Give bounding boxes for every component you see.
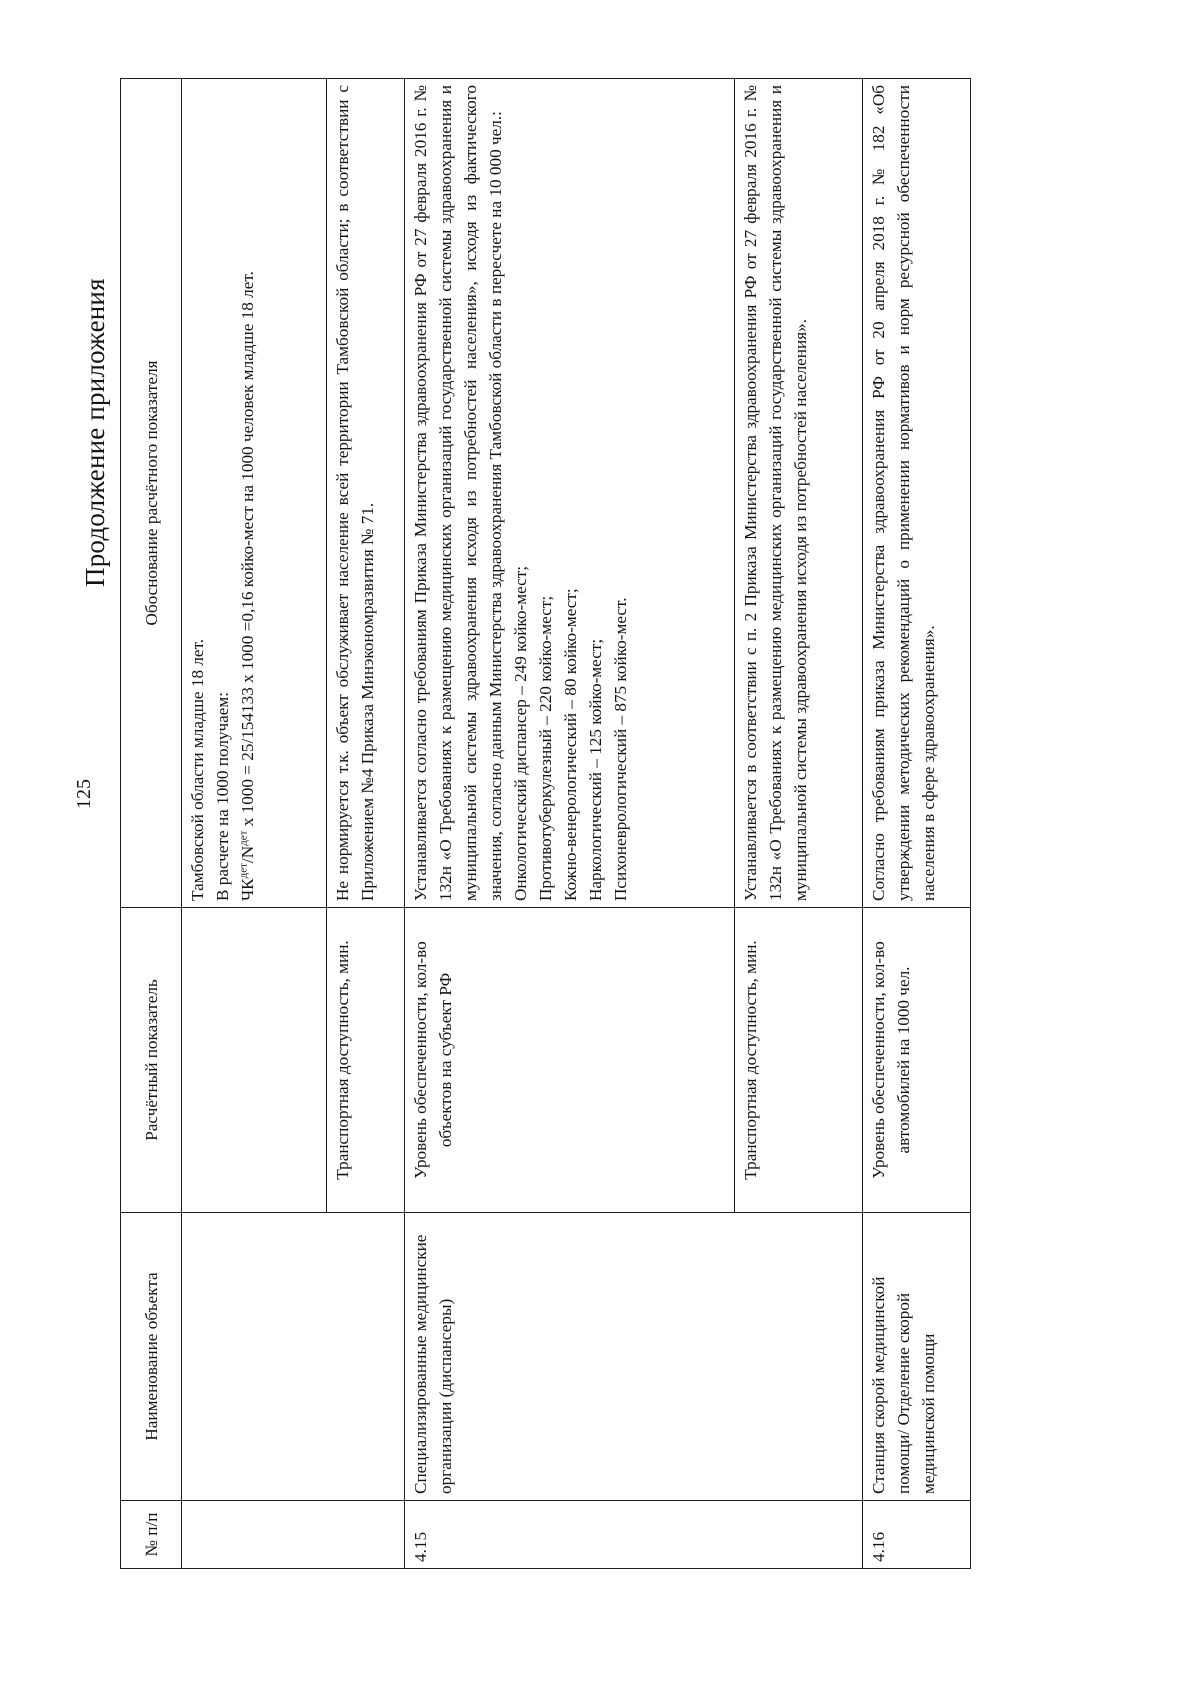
table-row xyxy=(735,79,863,1569)
table-row xyxy=(327,79,405,1569)
header-name: Наименование объекта xyxy=(121,1213,182,1501)
row-basis xyxy=(182,79,327,908)
table-header-row xyxy=(121,79,182,1569)
row-num xyxy=(327,1501,405,1569)
bed-item: Противотуберкулезный – 220 койко-мест; xyxy=(536,595,555,901)
row-indicator: Уровень обеспеченности, кол-во автомобилей на 1000 чел. xyxy=(863,908,971,1213)
row-num xyxy=(182,1501,327,1569)
row-indicator: Уровень обеспеченности, кол-во объектов на субъект РФ xyxy=(405,908,735,1213)
bed-item: Наркологический – 125 койко-мест; xyxy=(586,638,605,901)
row-name: Специализированные медицинские организации (диспансеры) xyxy=(405,1213,735,1501)
basis-line: В расчете на 1000 получаем: xyxy=(213,691,232,901)
row-basis: Согласно требованиям приказа Министерства здравоохранения РФ от 20 апреля 2018 г. № 182 «Об утверждении методических рекомендаций о применении нормативов и норм ресурсной обеспеченности населения в сфере здравоохранения». xyxy=(863,79,971,908)
row-indicator xyxy=(182,908,327,1213)
table-row xyxy=(863,79,971,1569)
row-name xyxy=(735,1213,863,1501)
table-row xyxy=(182,79,327,1569)
header-num: № п/п xyxy=(121,1501,182,1569)
indicator-table xyxy=(120,78,971,1569)
row-indicator: Транспортная доступность, мин. xyxy=(327,908,405,1213)
basis-text: Устанавливается согласно требованиям Приказа Министерства здравоохранения РФ от 27 февраля 2016 г. № 132н «О Требованиях к размещению медицинских организаций государственной системы здравоохранения и муниципальной системы здравоохранения исходя из потребностей населения», исходя из фактического значения, согласно данным Министерства здравоохранения Тамбовской области в пересчете на 10 000 чел.: xyxy=(411,85,505,901)
row-name: Станция скорой медицинской помощи/ Отделение скорой медицинской помощи xyxy=(863,1213,971,1501)
page-title: Продолжение приложения xyxy=(80,278,110,587)
row-name xyxy=(182,1213,327,1501)
bed-item: Онкологический диспансер – 249 койко-мест; xyxy=(511,565,530,901)
row-num xyxy=(735,1501,863,1569)
table-row xyxy=(405,79,735,1569)
row-basis: Устанавливается в соответствии с п. 2 Приказа Министерства здравоохранения РФ от 27 февраля 2016 г. № 132н «О Требованиях к размещению медицинских организаций государственной системы здравоохранения и муниципальной системы здравоохранения исходя из потребностей населения». xyxy=(735,79,863,908)
row-num: 4.15 xyxy=(405,1501,735,1569)
row-basis: Не нормируется т.к. объект обслуживает население всей территории Тамбовской области; в соответствии с Приложением №4 Приказа Минэкономразвития № 71. xyxy=(327,79,405,908)
basis-formula: $ЧК^{дет}/N^{дет}$ x 1000 = 25/154133 x 1000 =0,16 койко-мест на 1000 человек младше 18 лет. xyxy=(237,271,257,901)
row-num: 4.16 xyxy=(863,1501,971,1569)
basis-line: Тамбовской области младше 18 лет. xyxy=(188,638,207,901)
page-number: 125 xyxy=(73,779,95,809)
header-basis: Обоснование расчётного показателя xyxy=(121,79,182,908)
bed-item: Психоневрологический – 875 койко-мест. xyxy=(611,597,630,901)
row-indicator: Транспортная доступность, мин. xyxy=(735,908,863,1213)
row-name xyxy=(327,1213,405,1501)
bed-item: Кожно-венерологический – 80 койко-мест; xyxy=(561,588,580,901)
row-basis xyxy=(405,79,735,908)
header-indicator: Расчётный показатель xyxy=(121,908,182,1213)
